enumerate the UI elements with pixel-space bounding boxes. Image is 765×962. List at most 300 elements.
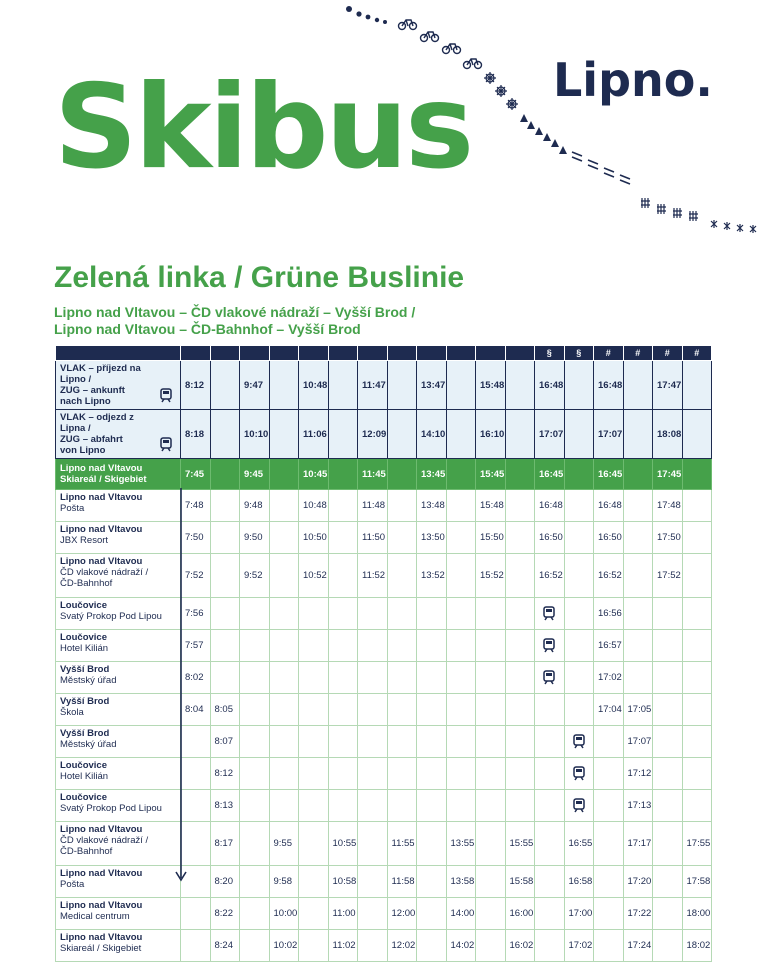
- stop-detail: ČD vlakové nádraží /: [60, 567, 149, 578]
- time-cell: [328, 726, 358, 758]
- time-cell: [328, 598, 358, 630]
- header-cell: [56, 346, 181, 361]
- time-cell: 9:58: [269, 866, 299, 898]
- time-cell: [328, 361, 358, 410]
- route-line-1: Lipno nad Vltavou – ČD vlakové nádraží – Vyšší Brod /: [54, 304, 416, 320]
- time-cell: 11:55: [387, 822, 417, 866]
- train-connection-cell: [564, 790, 594, 822]
- time-cell: [623, 361, 653, 410]
- time-cell: 18:00: [682, 898, 712, 930]
- time-cell: 11:47: [358, 361, 388, 410]
- time-cell: 13:55: [446, 822, 476, 866]
- time-cell: [358, 790, 388, 822]
- time-cell: [240, 726, 270, 758]
- time-cell: 16:45: [535, 459, 565, 490]
- time-cell: [682, 361, 712, 410]
- time-cell: [505, 554, 535, 598]
- time-cell: 16:10: [476, 410, 506, 459]
- time-cell: [564, 694, 594, 726]
- time-cell: 8:05: [210, 694, 240, 726]
- time-cell: [594, 866, 624, 898]
- time-cell: [269, 726, 299, 758]
- time-cell: [623, 630, 653, 662]
- time-cell: [210, 459, 240, 490]
- tree-icons: [520, 114, 567, 154]
- header-mark: #: [653, 346, 683, 361]
- time-cell: 15:48: [476, 490, 506, 522]
- time-cell: 17:45: [653, 459, 683, 490]
- header-mark: [387, 346, 417, 361]
- time-cell: [387, 554, 417, 598]
- table-row: [56, 822, 712, 866]
- time-cell: 17:24: [623, 930, 653, 962]
- time-cell: [653, 790, 683, 822]
- time-cell: 17:47: [653, 361, 683, 410]
- time-cell: 16:45: [594, 459, 624, 490]
- time-cell: 16:56: [594, 598, 624, 630]
- header-mark: [240, 346, 270, 361]
- time-cell: [594, 822, 624, 866]
- header-mark: [181, 346, 211, 361]
- stop-detail: ZUG – abfahrt: [60, 434, 123, 445]
- time-cell: 11:58: [387, 866, 417, 898]
- time-cell: [417, 822, 447, 866]
- time-cell: 8:13: [210, 790, 240, 822]
- time-cell: [682, 598, 712, 630]
- time-cell: [387, 726, 417, 758]
- time-cell: 16:50: [594, 522, 624, 554]
- time-cell: [328, 694, 358, 726]
- time-cell: [328, 554, 358, 598]
- time-cell: [328, 410, 358, 459]
- time-cell: [505, 790, 535, 822]
- stop-cell: [56, 790, 181, 822]
- time-cell: [476, 866, 506, 898]
- table-row: [56, 630, 712, 662]
- time-cell: 16:48: [594, 361, 624, 410]
- time-cell: 18:02: [682, 930, 712, 962]
- time-cell: [505, 522, 535, 554]
- time-cell: 17:05: [623, 694, 653, 726]
- time-cell: [387, 490, 417, 522]
- time-cell: [505, 694, 535, 726]
- time-cell: 7:45: [181, 459, 211, 490]
- stop-cell: [56, 758, 181, 790]
- stop-name: Lipno nad Vltavou: [60, 463, 143, 474]
- time-cell: [682, 522, 712, 554]
- time-cell: [210, 410, 240, 459]
- stop-name: Lipno nad Vltavou: [60, 900, 143, 911]
- time-cell: [682, 410, 712, 459]
- time-cell: [446, 790, 476, 822]
- time-cell: 16:48: [535, 490, 565, 522]
- time-cell: [682, 662, 712, 694]
- stop-name: VLAK – odjezd z Lipna /: [60, 412, 134, 434]
- time-cell: [299, 898, 329, 930]
- time-cell: [328, 522, 358, 554]
- header-mark: §: [535, 346, 565, 361]
- time-cell: [446, 726, 476, 758]
- time-cell: 11:02: [328, 930, 358, 962]
- stop-cell: [56, 822, 181, 866]
- time-cell: 10:58: [328, 866, 358, 898]
- time-cell: [623, 554, 653, 598]
- time-cell: [328, 662, 358, 694]
- train-connection-cell: [535, 630, 565, 662]
- time-cell: [446, 410, 476, 459]
- time-cell: 14:00: [446, 898, 476, 930]
- table-row: [56, 459, 712, 490]
- time-cell: 16:48: [535, 361, 565, 410]
- table-row: [56, 522, 712, 554]
- time-cell: 10:52: [299, 554, 329, 598]
- time-cell: [505, 410, 535, 459]
- time-cell: 16:57: [594, 630, 624, 662]
- time-cell: [358, 898, 388, 930]
- page-title: Skibus: [54, 60, 472, 195]
- stop-detail: Skiareál / Skigebiet: [60, 943, 142, 954]
- header-mark: [269, 346, 299, 361]
- train-icon: [543, 606, 555, 621]
- time-cell: [594, 898, 624, 930]
- time-cell: 11:50: [358, 522, 388, 554]
- timetable: [55, 345, 712, 962]
- time-cell: 16:02: [505, 930, 535, 962]
- time-cell: 17:20: [623, 866, 653, 898]
- time-cell: [269, 410, 299, 459]
- header-mark: [476, 346, 506, 361]
- stop-cell: [56, 930, 181, 962]
- train-icon: [573, 734, 585, 749]
- header-mark: [446, 346, 476, 361]
- time-cell: [653, 662, 683, 694]
- header-mark: [299, 346, 329, 361]
- time-cell: [299, 790, 329, 822]
- stop-name: Vyšší Brod: [60, 728, 110, 739]
- time-cell: [564, 361, 594, 410]
- time-cell: [682, 726, 712, 758]
- stop-detail: Městský úřad: [60, 739, 117, 750]
- time-cell: [269, 694, 299, 726]
- lipno-logo: [553, 52, 713, 110]
- time-cell: 11:06: [299, 410, 329, 459]
- time-cell: [240, 790, 270, 822]
- stop-name: Lipno nad Vltavou: [60, 868, 143, 879]
- time-cell: [299, 630, 329, 662]
- time-cell: [417, 898, 447, 930]
- time-cell: [446, 694, 476, 726]
- time-cell: 16:58: [564, 866, 594, 898]
- time-cell: [653, 726, 683, 758]
- time-cell: 10:50: [299, 522, 329, 554]
- train-icon: [543, 638, 555, 653]
- time-cell: 9:45: [240, 459, 270, 490]
- time-cell: 9:48: [240, 490, 270, 522]
- time-cell: [535, 822, 565, 866]
- time-cell: 15:50: [476, 522, 506, 554]
- time-cell: [476, 758, 506, 790]
- stop-cell: [56, 866, 181, 898]
- time-cell: [240, 662, 270, 694]
- time-cell: [299, 694, 329, 726]
- time-cell: 10:10: [240, 410, 270, 459]
- time-cell: 10:02: [269, 930, 299, 962]
- time-cell: [358, 630, 388, 662]
- time-cell: 15:58: [505, 866, 535, 898]
- time-cell: 18:08: [653, 410, 683, 459]
- dot-trail-icon: [346, 6, 387, 24]
- stop-detail: Hotel Kilián: [60, 771, 109, 782]
- time-cell: [505, 662, 535, 694]
- header-mark: §: [564, 346, 594, 361]
- time-cell: 8:12: [181, 361, 211, 410]
- header-mark: #: [594, 346, 624, 361]
- table-row: [56, 554, 712, 598]
- stop-detail-2: ČD-Bahnhof: [60, 578, 113, 589]
- time-cell: [417, 662, 447, 694]
- time-cell: 17:52: [653, 554, 683, 598]
- time-cell: [240, 694, 270, 726]
- time-cell: 7:52: [181, 554, 211, 598]
- time-cell: [417, 598, 447, 630]
- time-cell: 13:58: [446, 866, 476, 898]
- time-cell: [299, 758, 329, 790]
- time-cell: [181, 930, 211, 962]
- time-cell: 14:10: [417, 410, 447, 459]
- time-cell: [358, 758, 388, 790]
- time-cell: [564, 522, 594, 554]
- table-row: [56, 758, 712, 790]
- header-mark: [505, 346, 535, 361]
- time-cell: 17:02: [564, 930, 594, 962]
- time-cell: 12:00: [387, 898, 417, 930]
- stop-detail-2: ČD-Bahnhof: [60, 846, 113, 857]
- time-cell: [623, 459, 653, 490]
- time-cell: 8:02: [181, 662, 211, 694]
- time-cell: [387, 630, 417, 662]
- time-cell: 10:45: [299, 459, 329, 490]
- snowflake-icons: [711, 220, 756, 233]
- time-cell: [594, 758, 624, 790]
- time-cell: 17:22: [623, 898, 653, 930]
- train-icon: [573, 766, 585, 781]
- time-cell: [269, 598, 299, 630]
- stop-name: Lipno nad Vltavou: [60, 824, 143, 835]
- stop-cell: [56, 898, 181, 930]
- train-icon: [160, 437, 172, 452]
- time-cell: 17:48: [653, 490, 683, 522]
- stop-name: Loučovice: [60, 600, 107, 611]
- stop-name: Loučovice: [60, 760, 107, 771]
- train-icon: [573, 798, 585, 813]
- time-cell: [358, 866, 388, 898]
- stop-cell: [56, 630, 181, 662]
- time-cell: [446, 459, 476, 490]
- time-cell: [535, 694, 565, 726]
- time-cell: 8:18: [181, 410, 211, 459]
- time-cell: [358, 598, 388, 630]
- time-cell: [446, 522, 476, 554]
- time-cell: [417, 630, 447, 662]
- time-cell: [623, 662, 653, 694]
- time-cell: [210, 554, 240, 598]
- stop-detail: Pošta: [60, 879, 85, 890]
- train-icon: [543, 670, 555, 685]
- time-cell: [299, 598, 329, 630]
- route-line-2: Lipno nad Vltavou – ČD-Bahnhof – Vyšší Brod: [54, 321, 361, 337]
- time-cell: [682, 758, 712, 790]
- time-cell: 8:17: [210, 822, 240, 866]
- time-cell: 9:52: [240, 554, 270, 598]
- time-cell: [417, 726, 447, 758]
- stop-name: Loučovice: [60, 632, 107, 643]
- time-cell: [210, 522, 240, 554]
- time-cell: 8:04: [181, 694, 211, 726]
- table-row: [56, 598, 712, 630]
- time-cell: [358, 662, 388, 694]
- time-cell: 9:55: [269, 822, 299, 866]
- time-cell: [299, 930, 329, 962]
- time-cell: 7:56: [181, 598, 211, 630]
- time-cell: [387, 361, 417, 410]
- time-cell: 9:50: [240, 522, 270, 554]
- time-cell: [210, 490, 240, 522]
- table-row: [56, 662, 712, 694]
- time-cell: [240, 630, 270, 662]
- time-cell: 15:55: [505, 822, 535, 866]
- arrow-down-icon: [175, 488, 187, 884]
- time-cell: [269, 630, 299, 662]
- time-cell: [446, 490, 476, 522]
- time-cell: [417, 758, 447, 790]
- stop-name: VLAK – příjezd na Lipno /: [60, 363, 141, 385]
- time-cell: [564, 459, 594, 490]
- stop-detail: Svatý Prokop Pod Lipou: [60, 611, 162, 622]
- time-cell: [682, 790, 712, 822]
- time-cell: [535, 930, 565, 962]
- time-cell: [476, 790, 506, 822]
- time-cell: [210, 630, 240, 662]
- time-cell: [505, 459, 535, 490]
- time-cell: [387, 694, 417, 726]
- time-cell: [417, 790, 447, 822]
- time-cell: [358, 822, 388, 866]
- time-cell: [505, 598, 535, 630]
- stop-cell: [56, 598, 181, 630]
- time-cell: [476, 726, 506, 758]
- time-cell: [653, 598, 683, 630]
- time-cell: 12:09: [358, 410, 388, 459]
- header-mark: [358, 346, 388, 361]
- time-cell: 13:47: [417, 361, 447, 410]
- time-cell: [387, 758, 417, 790]
- time-cell: [387, 790, 417, 822]
- time-cell: [653, 822, 683, 866]
- time-cell: 10:00: [269, 898, 299, 930]
- time-cell: [240, 822, 270, 866]
- time-cell: [358, 726, 388, 758]
- time-cell: [299, 726, 329, 758]
- flower-icons: [484, 72, 518, 110]
- time-cell: 10:48: [299, 490, 329, 522]
- time-cell: [476, 662, 506, 694]
- time-cell: [476, 630, 506, 662]
- time-cell: 11:00: [328, 898, 358, 930]
- time-cell: 17:55: [682, 822, 712, 866]
- time-cell: [269, 790, 299, 822]
- stop-name: Lipno nad Vltavou: [60, 492, 143, 503]
- time-cell: 16:50: [535, 522, 565, 554]
- time-cell: [358, 694, 388, 726]
- time-cell: [240, 598, 270, 630]
- time-cell: [594, 726, 624, 758]
- stop-detail: ZUG – ankunft: [60, 385, 125, 396]
- table-row: [56, 866, 712, 898]
- time-cell: 8:07: [210, 726, 240, 758]
- table-row: [56, 726, 712, 758]
- time-cell: [446, 361, 476, 410]
- stop-name: Lipno nad Vltavou: [60, 524, 143, 535]
- time-cell: 17:58: [682, 866, 712, 898]
- time-cell: [535, 898, 565, 930]
- time-cell: [446, 554, 476, 598]
- stop-detail: Svatý Prokop Pod Lipou: [60, 803, 162, 814]
- time-cell: [299, 662, 329, 694]
- time-cell: 16:52: [594, 554, 624, 598]
- time-cell: [535, 726, 565, 758]
- header-mark: [210, 346, 240, 361]
- time-cell: 16:52: [535, 554, 565, 598]
- time-cell: [387, 410, 417, 459]
- time-cell: [623, 522, 653, 554]
- time-cell: [269, 490, 299, 522]
- time-cell: 17:13: [623, 790, 653, 822]
- time-cell: [387, 598, 417, 630]
- time-cell: [446, 662, 476, 694]
- time-cell: [564, 410, 594, 459]
- stop-cell: [56, 694, 181, 726]
- time-cell: [653, 630, 683, 662]
- time-cell: [682, 490, 712, 522]
- time-cell: [476, 930, 506, 962]
- time-cell: [682, 554, 712, 598]
- stop-detail: Pošta: [60, 503, 85, 514]
- time-cell: [240, 866, 270, 898]
- time-cell: 17:00: [564, 898, 594, 930]
- time-cell: 10:48: [299, 361, 329, 410]
- time-cell: [623, 598, 653, 630]
- header-mark: #: [682, 346, 712, 361]
- time-cell: [594, 790, 624, 822]
- time-cell: [358, 930, 388, 962]
- header-mark: [328, 346, 358, 361]
- time-cell: [269, 554, 299, 598]
- time-cell: [240, 758, 270, 790]
- stop-name: Lipno nad Vltavou: [60, 556, 143, 567]
- time-cell: [328, 459, 358, 490]
- lipno-logo-text: Lipno.: [553, 53, 713, 107]
- stop-cell: [56, 726, 181, 758]
- table-row: [56, 490, 712, 522]
- time-cell: 17:02: [594, 662, 624, 694]
- time-cell: [476, 822, 506, 866]
- time-cell: 17:07: [594, 410, 624, 459]
- time-cell: [476, 694, 506, 726]
- route-description: [54, 304, 415, 338]
- time-cell: [535, 790, 565, 822]
- time-cell: [653, 694, 683, 726]
- time-cell: [564, 598, 594, 630]
